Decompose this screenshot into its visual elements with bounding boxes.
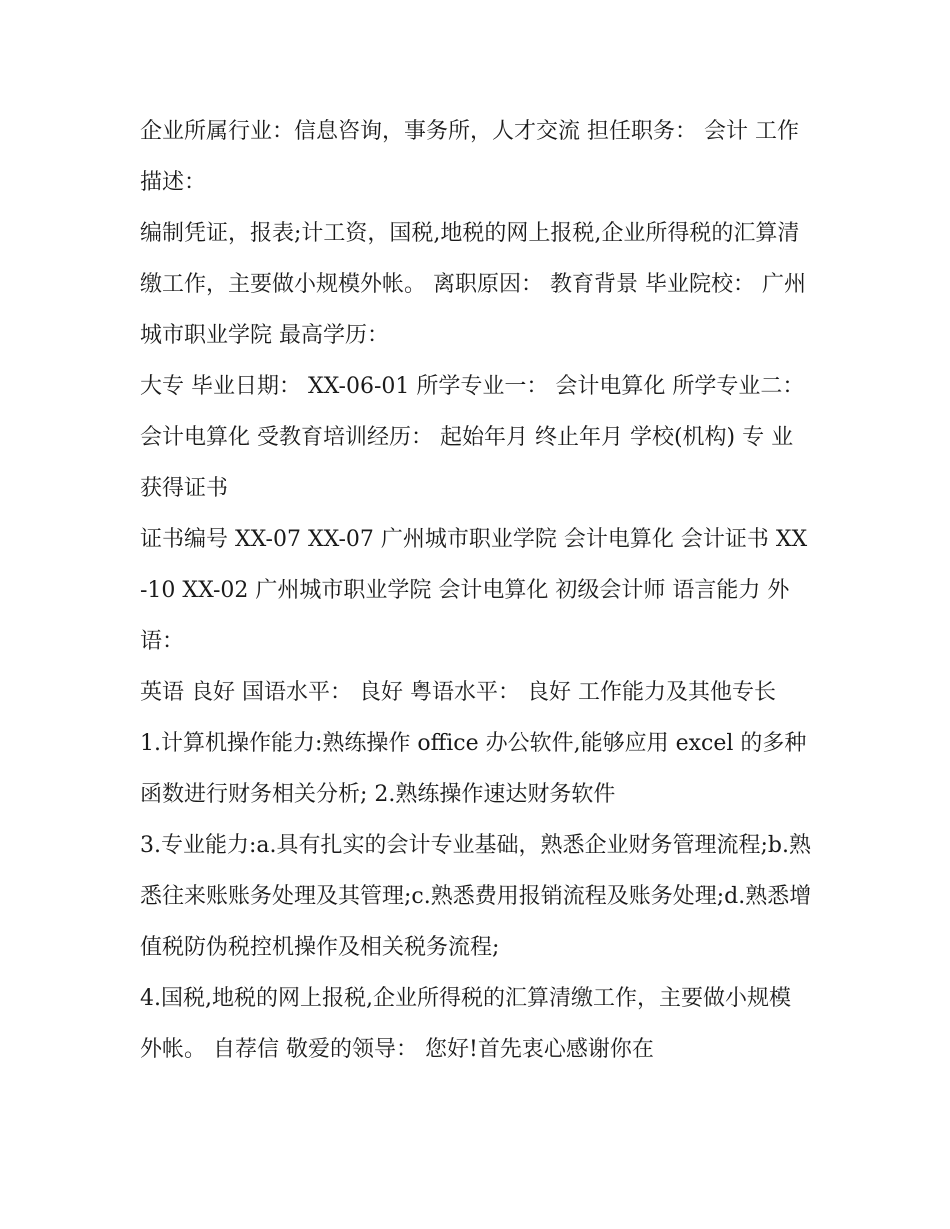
paragraph-professional-skills: 3.专业能力:a.具有扎实的会计专业基础，熟悉企业财务管理流程;b.熟悉往来账账务处理及其管理;c.熟悉费用报销流程及账务处理;d.熟悉增值税防伪税控机操作及相关税务流程; xyxy=(140,833,812,960)
paragraph-computer-skills: 1.计算机操作能力:熟练操作 office 办公软件,能够应用 excel 的多种函数进行财务相关分析; 2.熟练操作速达财务软件 xyxy=(140,731,807,807)
paragraph-job-description-education: 编制凭证，报表;计工资，国税,地税的网上报税,企业所得税的汇算清缴工作，主要做小规模外帐。 离职原因： 教育背景 毕业院校： 广州城市职业学院 最高学历： xyxy=(140,221,806,348)
paragraph-industry-position: 企业所属行业：信息咨询，事务所，人才交流 担任职务： 会计 工作描述： xyxy=(140,119,799,195)
paragraph-tax-cover-letter: 4.国税,地税的网上报税,企业所得税的汇算清缴工作，主要做小规模外帐。 自荐信 敬爱的领导： 您好!首先衷心感谢你在 xyxy=(140,986,791,1062)
document-body xyxy=(140,106,812,1075)
paragraph-degree-major-training: 大专 毕业日期： XX-06-01 所学专业一： 会计电算化 所学专业二： 会计电算化 受教育培训经历： 起始年月 终止年月 学校(机构) 专 业 获得证书 xyxy=(140,374,805,501)
paragraph-certificates-language: 证书编号 XX-07 XX-07 广州城市职业学院 会计电算化 会计证书 XX-10 XX-02 广州城市职业学院 会计电算化 初级会计师 语言能力 外语： xyxy=(140,527,808,654)
paragraph-language-levels: 英语 良好 国语水平： 良好 粤语水平： 良好 工作能力及其他专长 xyxy=(140,680,776,705)
